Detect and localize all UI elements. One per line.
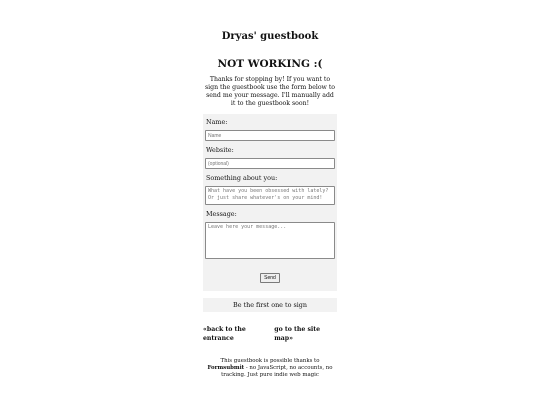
formsubmit-name: Formsubmit: [207, 365, 245, 371]
status-heading: NOT WORKING :(: [217, 58, 323, 70]
footer-text: [203, 358, 337, 379]
guestbook-page: [203, 30, 337, 379]
intro-text: Thanks for stopping by! If you want to sign the guestbook use the form below to send me your message. I'll manually add it to the guestbook soon!: [204, 76, 336, 107]
guestbook-form: [203, 114, 337, 291]
footer-suffix: - no JavaScript, no accounts, no tracking. Just pure indie web magic: [221, 365, 333, 378]
send-button[interactable]: Send: [260, 273, 280, 283]
send-row: [205, 264, 335, 283]
footer-prefix: This guestbook is possible thanks to: [220, 358, 320, 364]
message-textarea[interactable]: [205, 222, 335, 259]
about-label: Something about you:: [206, 174, 278, 182]
message-label: Message:: [206, 210, 237, 218]
back-to-entrance-link[interactable]: «back to the entrance: [203, 326, 246, 342]
name-label: Name:: [206, 118, 228, 126]
page-title: Dryas' guestbook: [221, 31, 319, 42]
entries-empty-state: Be the first one to sign: [203, 298, 337, 312]
about-textarea[interactable]: [205, 186, 335, 205]
name-input[interactable]: [205, 130, 335, 141]
page-navigation: [203, 325, 337, 343]
website-label: Website:: [206, 146, 234, 154]
website-input[interactable]: [205, 158, 335, 169]
site-map-link[interactable]: go to the site map»: [274, 326, 321, 342]
